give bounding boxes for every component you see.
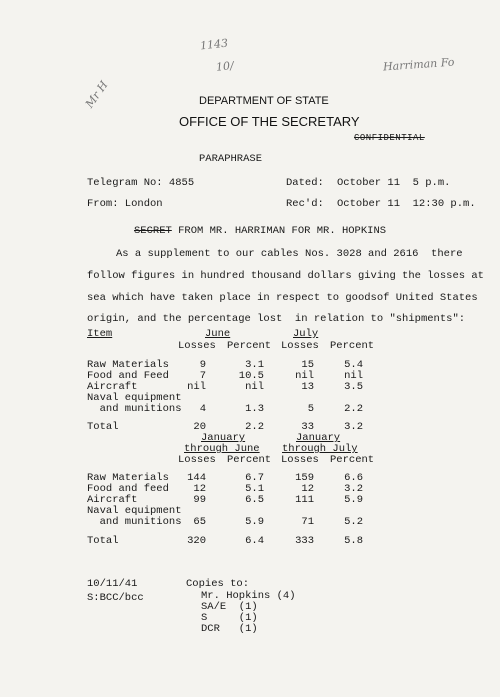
cum-july-losses-header: Losses (281, 454, 319, 466)
document-type: PARAPHRASE (199, 153, 263, 165)
department-heading: DEPARTMENT OF STATE (199, 95, 329, 107)
copy-recipient: Mr. Hopkins (4) (201, 590, 296, 602)
june-losses: 4 (199, 403, 206, 415)
june-losses: 65 (193, 516, 206, 528)
june-losses: 144 (187, 472, 206, 484)
july-losses: 71 (301, 516, 314, 528)
july-percent: 3.5 (344, 381, 363, 393)
july-losses: 159 (295, 472, 314, 484)
june-losses: 9 (199, 359, 206, 371)
row-item: and munitions (87, 403, 182, 415)
copy-recipient: SA/E (1) (201, 601, 258, 613)
through-june-header: through June (184, 443, 260, 455)
cum-july-percent-header: Percent (330, 454, 375, 466)
june-percent: 6.5 (245, 494, 264, 506)
body-line-4: origin, and the percentage lost in relation to "shipments": (87, 313, 466, 325)
body-line-1: As a supplement to our cables Nos. 3028 and 2616 there (116, 248, 463, 260)
body-line-2: follow figures in hundred thousand dollars giving the losses at (87, 270, 484, 282)
subject-line (134, 225, 386, 237)
handwritten-note-2: 10/ (215, 59, 235, 74)
july-losses: 15 (301, 359, 314, 371)
office-heading: OFFICE OF THE SECRETARY (179, 114, 360, 129)
footer-initials: S:BCC/bcc (87, 592, 144, 604)
dated-label: Dated: (286, 177, 324, 189)
june-losses-header: Losses (178, 340, 216, 352)
copy-recipient: DCR (1) (201, 623, 258, 635)
row-item: Aircraft (87, 494, 138, 506)
cum-june-percent-header: Percent (227, 454, 272, 466)
july-losses: 111 (295, 494, 314, 506)
july-percent: 5.9 (344, 494, 363, 506)
june-percent: 5.9 (245, 516, 264, 528)
june-losses: nil (187, 381, 206, 393)
july-percent-total: 5.8 (344, 535, 363, 547)
june-losses-total: 20 (193, 421, 206, 433)
body-line-3: sea which have taken place in respect to goodsof United States (87, 292, 478, 304)
row-item: Naval equipment (87, 392, 182, 404)
july-percent: 2.2 (344, 403, 363, 415)
row-item: Raw Materials (87, 472, 169, 484)
received-label: Rec'd: (286, 198, 324, 210)
june-percent: 6.7 (245, 472, 264, 484)
july-losses: 12 (301, 483, 314, 495)
handwritten-margin-note: Mr H (82, 78, 111, 111)
january-header-right: January (296, 432, 341, 444)
july-losses: 5 (307, 403, 314, 415)
july-header: July (293, 328, 319, 340)
total-label: Total (87, 421, 119, 433)
june-percent: 1.3 (245, 403, 264, 415)
handwritten-note-1: 1143 (199, 36, 229, 53)
july-losses-total: 333 (295, 535, 314, 547)
july-losses-header: Losses (281, 340, 319, 352)
june-percent-total: 2.2 (245, 421, 264, 433)
telegram-number: Telegram No: 4855 (87, 177, 195, 189)
july-percent: 5.4 (344, 359, 363, 371)
june-percent: 3.1 (245, 359, 264, 371)
june-percent-header: Percent (227, 340, 272, 352)
july-losses: nil (295, 370, 314, 382)
june-header: June (205, 328, 231, 340)
january-header-left: January (201, 432, 246, 444)
july-percent: 6.6 (344, 472, 363, 484)
july-percent: nil (344, 370, 363, 382)
handwritten-routing-note: Harriman Fo (382, 55, 455, 74)
copy-recipient: S (1) (201, 612, 258, 624)
july-percent-header: Percent (330, 340, 375, 352)
row-item: and munitions (87, 516, 182, 528)
july-losses-total: 33 (301, 421, 314, 433)
june-losses: 7 (199, 370, 206, 382)
row-item: Food and feed (87, 483, 169, 495)
june-losses: 99 (193, 494, 206, 506)
classification-stamp: CONFIDENTIAL (354, 133, 425, 143)
june-percent: 10.5 (238, 370, 264, 382)
item-column-header: Item (87, 328, 113, 340)
row-item: Raw Materials (87, 359, 169, 371)
july-losses: 13 (301, 381, 314, 393)
row-item: Food and Feed (87, 370, 169, 382)
origin-location: From: London (87, 198, 163, 210)
june-percent: 5.1 (245, 483, 264, 495)
july-percent-total: 3.2 (344, 421, 363, 433)
subject-struck-word: SECRET (134, 225, 172, 237)
june-percent: nil (245, 381, 264, 393)
july-percent: 3.2 (344, 483, 363, 495)
footer-date: 10/11/41 (87, 578, 138, 590)
june-losses: 12 (193, 483, 206, 495)
through-july-header: through July (282, 443, 358, 455)
cum-june-losses-header: Losses (178, 454, 216, 466)
june-losses-total: 320 (187, 535, 206, 547)
dated-value: October 11 5 p.m. (337, 177, 451, 189)
row-item: Aircraft (87, 381, 138, 393)
row-item: Naval equipment (87, 505, 182, 517)
june-percent-total: 6.4 (245, 535, 264, 547)
subject-text: FROM MR. HARRIMAN FOR MR. HOPKINS (171, 225, 387, 237)
july-percent: 5.2 (344, 516, 363, 528)
received-value: October 11 12:30 p.m. (337, 198, 476, 210)
copies-to-label: Copies to: (186, 578, 250, 590)
total-label: Total (87, 535, 119, 547)
